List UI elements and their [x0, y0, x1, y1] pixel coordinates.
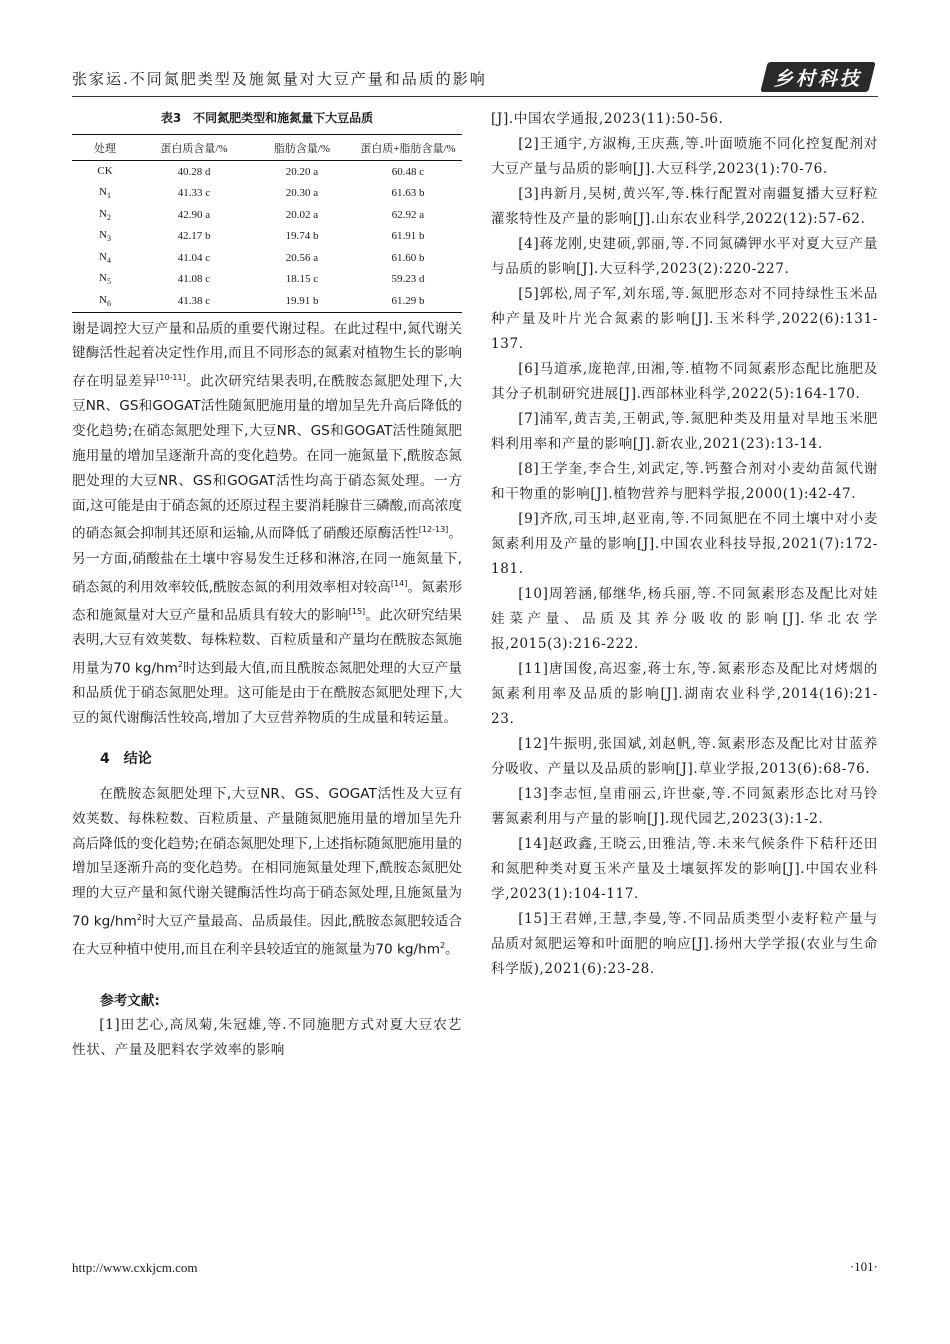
fat-cell: 20.02 a: [285, 208, 319, 221]
conclusion-paragraph: 在酰胺态氮肥处理下,大豆NR、GS、GOGAT活性及大豆有效荚数、每株粒数、百粒质量、产量随氮肥施用量的增加呈先升高后降低的变化趋势;在硝态氮肥处理下,上述指标随氮肥施用量的增加呈逐渐升高的变化趋势。在相同施氮量处理下,酰胺态氮肥处理的大豆产量和氮代谢关键酶活性均高于硝态氮处理,且施氮量为70 $kg/hm^2$时大豆产量最高、品质最佳。因此,酰胺态氮肥较适合在大豆种植中使用,而且在利辛县较适宜的施氮量为70 $kg/hm^2$。: [72, 785, 462, 958]
reference-item: [15]王君婵,王慧,李曼,等.不同品质类型小麦籽粒产量与品质对氮肥运筹和叶面肥的响应[J].扬州大学学报(农业与生命科学版),2021(6):23-28.: [491, 911, 878, 977]
footer-url: http://www.cxkjcm.com: [72, 1260, 198, 1275]
treatment-cell: $N_2$: [99, 207, 111, 222]
table-row: [72, 204, 462, 226]
table-row: [72, 183, 462, 205]
protein-cell: 42.90 a: [177, 208, 211, 221]
table-header-row: [72, 135, 462, 161]
protein-cell: 41.33 c: [177, 187, 211, 200]
reference-item: [9]齐欣,司玉坤,赵亚南,等.不同氮肥在不同土壤中对小麦氮素利用及产量的影响[J].中国农业科技导报,2021(7):172-181.: [491, 511, 878, 577]
reference-item: [8]王学奎,李合生,刘武定,等.钙螯合剂对小麦幼苗氮代谢和干物重的影响[J].植物营养与肥料学报,2000(1):42-47.: [491, 461, 878, 502]
page-number: ·101·: [849, 1259, 878, 1274]
table-row: [72, 226, 462, 248]
fat-cell: 19.91 b: [250, 290, 354, 312]
treatment-cell: $N_6$: [72, 290, 138, 312]
section-heading: 4 结论: [100, 750, 152, 767]
quality-table: [72, 134, 462, 313]
treatment-cell: $N_4$: [99, 250, 111, 265]
protein-cell: 41.38 c: [138, 290, 250, 312]
sum-cell: 61.91 b: [391, 230, 425, 243]
sum-cell: 61.29 b: [354, 290, 462, 312]
protein-cell: 41.08 c: [177, 273, 211, 286]
reference-item: [7]浦军,黄吉美,王朝武,等.氮肥种类及用量对旱地玉米肥料利用率和产量的影响[J].新农业,2021(23):13-14.: [491, 411, 878, 452]
header-divider: [72, 96, 878, 97]
reference-item: [6]马道承,庞艳萍,田湘,等.植物不同氮素形态配比施肥及其分子机制研究进展[J].西部林业科学,2022(5):164-170.: [491, 361, 878, 402]
fat-cell: 19.74 b: [285, 230, 319, 243]
right-column: [491, 104, 878, 982]
treatment-cell: $N_5$: [99, 272, 111, 287]
sum-cell: 59.23 d: [391, 273, 425, 286]
table-row: [72, 290, 462, 312]
fat-cell: 20.20 a: [285, 165, 319, 178]
column-header: 蛋白质+脂肪含量/%: [354, 135, 462, 161]
reference-item: [1]田艺心,高凤菊,朱冠雄,等.不同施肥方式对夏大豆农艺性状、产量及肥料农学效率的影响: [72, 1016, 462, 1058]
fat-cell: 20.30 a: [285, 187, 319, 200]
sum-cell: 62.92 a: [391, 208, 425, 221]
sum-cell: 61.60 b: [391, 251, 425, 264]
journal-logo-text: 乡村科技: [773, 67, 862, 90]
table-row: [72, 269, 462, 291]
running-header: 张家运.不同氮肥类型及施氮量对大豆产量和品质的影响: [72, 70, 487, 88]
table-caption: 表3 不同氮肥类型和施氮量下大豆品质: [160, 111, 374, 125]
fat-cell: 20.56 a: [285, 251, 319, 264]
reference-item: [12]牛振明,张国斌,刘赵帆,等.氮素形态及配比对甘蓝养分吸收、产量以及品质的影响[J].草业学报,2013(6):68-76.: [491, 736, 878, 777]
treatment-cell: CK: [97, 164, 113, 177]
reference-item-continued: [J].中国农学通报,2023(11):50-56.: [491, 111, 724, 127]
column-header: 脂肪含量/%: [250, 135, 354, 161]
treatment-cell: $N_1$: [99, 186, 111, 201]
column-header: 处理: [72, 135, 138, 161]
column-header: 蛋白质含量/%: [138, 135, 250, 161]
sum-cell: 60.48 c: [391, 165, 425, 178]
reference-item: [5]郭松,周子军,刘东瑶,等.氮肥形态对不同持绿性玉米品种产量及叶片光合氮素的影响[J].玉米科学,2022(6):131-137.: [491, 286, 878, 352]
protein-cell: 42.17 b: [177, 230, 211, 243]
protein-cell: 40.28 d: [177, 165, 211, 178]
treatment-cell: $N_3$: [99, 229, 111, 244]
table-row: [72, 247, 462, 269]
left-column: [72, 104, 462, 1063]
protein-cell: 41.04 c: [177, 251, 211, 264]
reference-item: [10]周箬涵,郁继华,杨兵丽,等.不同氮素形态及配比对娃娃菜产量、品质及其养分吸收的影响[J].华北农学报,2015(3):216-222.: [491, 586, 878, 652]
table-row: [72, 161, 462, 183]
reference-item: [14]赵政鑫,王晓云,田雅洁,等.未来气候条件下秸秆还田和氮肥种类对夏玉米产量及土壤氨挥发的影响[J].中国农业科学,2023(1):104-117.: [491, 836, 878, 902]
reference-item: [13]李志恒,皇甫丽云,许世豪,等.不同氮素形态比对马铃薯氮素利用与产量的影响[J].现代园艺,2023(3):1-2.: [491, 786, 878, 827]
references-heading: 参考文献:: [100, 992, 160, 1009]
journal-logo: [760, 62, 875, 92]
fat-cell: 18.15 c: [285, 273, 319, 286]
discussion-paragraph: 谢是调控大豆产量和品质的重要代谢过程。在此过程中,氮代谢关键酶活性起着决定性作用,而且不同形态的氮素对植物生长的影响存在明显差异[10-11]。此次研究结果表明,在酰胺态氮肥处理下,大豆NR、GS和GOGAT活性随氮肥施用量的增加呈先升高后降低的变化趋势;在硝态氮肥处理下,大豆NR、GS和GOGAT活性随氮肥施用量的增加呈逐渐升高的变化趋势。在同一施氮量下,酰胺态氮肥处理的大豆NR、GS和GOGAT活性均高于硝态氮处理。一方面,这可能是由于硝态氮的还原过程主要消耗腺苷三磷酸,而高浓度的硝态氮会抑制其还原和运输,从而降低了硝酸还原酶活性[12-13]。另一方面,硝酸盐在土壤中容易发生迁移和淋溶,在同一施氮量下,硝态氮的利用效率较低,酰胺态氮的利用效率相对较高[14]。氮素形态和施氮量对大豆产量和品质具有较大的影响[15]。此次研究结果表明,大豆有效荚数、每株粒数、百粒质量和产量均在酰胺态氮施用量为70 $kg/hm^2$时达到最大值,而且酰胺态氮肥处理的大豆产量和品质优于硝态氮肥处理。这可能是由于在酰胺态氮肥处理下,大豆的氮代谢酶活性较高,增加了大豆营养物质的生成量和转运量。: [72, 320, 463, 727]
reference-item: [11]唐国俊,高迟銮,蒋士东,等.氮素形态及配比对烤烟的氮素利用率及品质的影响[J].湖南农业科学,2014(16):21-23.: [491, 661, 878, 727]
reference-item: [3]冉新月,吴树,黄兴军,等.株行配置对南疆复播大豆籽粒灌浆特性及产量的影响[J].山东农业科学,2022(12):57-62.: [491, 186, 878, 227]
reference-item: [4]蒋龙刚,史建硕,郭丽,等.不同氮磷钾水平对夏大豆产量与品质的影响[J].大豆科学,2023(2):220-227.: [491, 236, 878, 277]
sum-cell: 61.63 b: [391, 187, 425, 200]
reference-item: [2]王通宇,方淑梅,王庆燕,等.叶面喷施不同化控复配剂对大豆产量与品质的影响[J].大豆科学,2023(1):70-76.: [491, 136, 878, 177]
